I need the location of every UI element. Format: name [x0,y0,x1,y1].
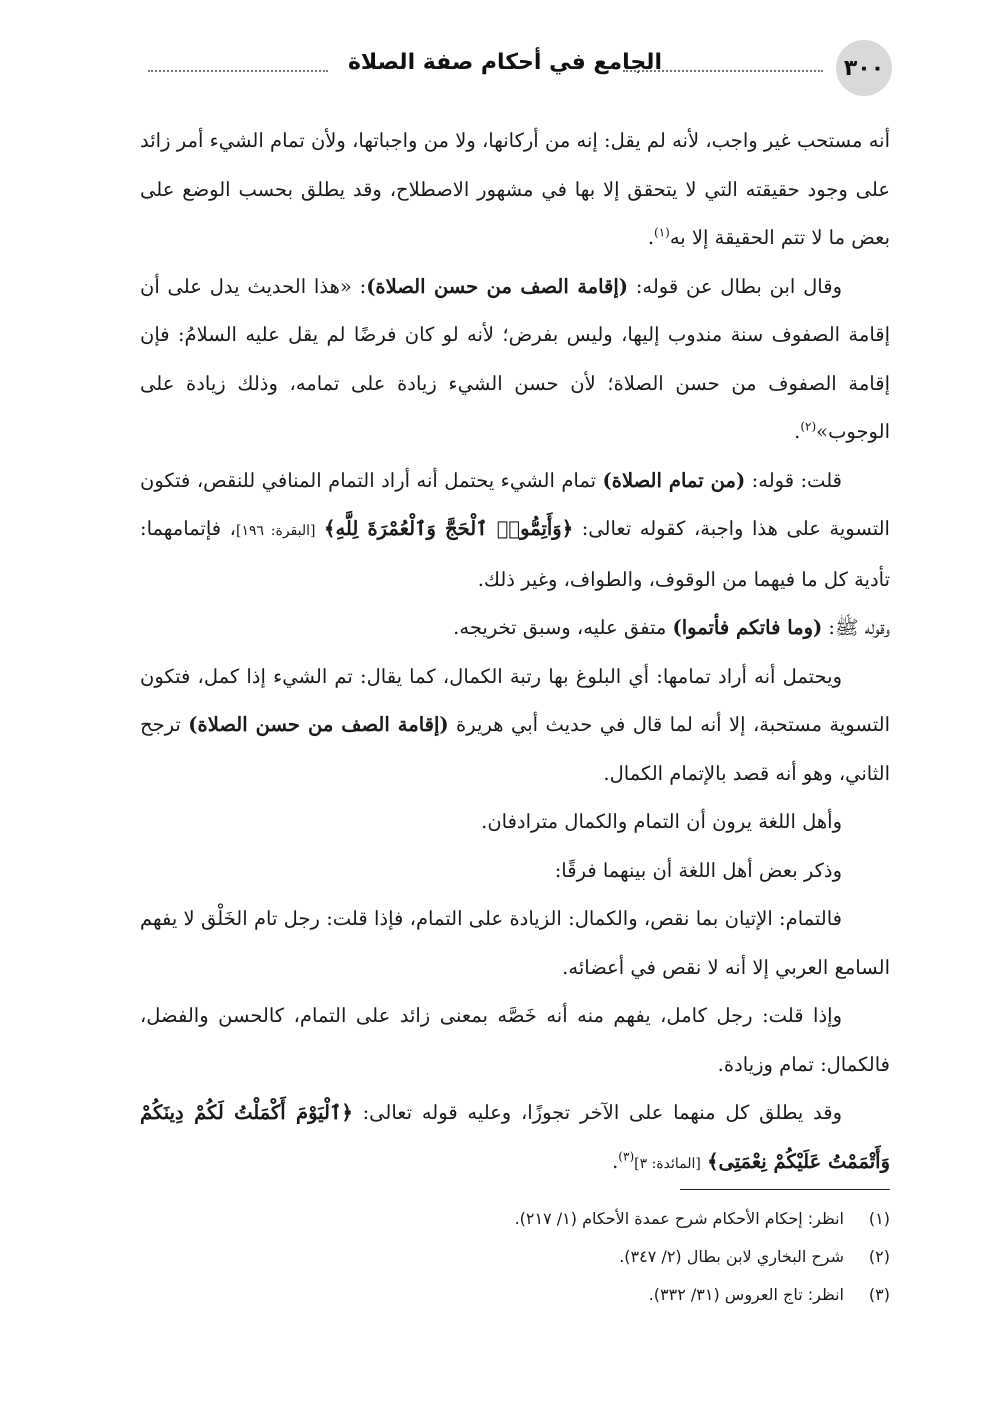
paragraph-8: فالتمام: الإتيان بما نقص، والكمال: الزيادة على التمام، فإذا قلت: رجل تام الخَلْق لا يفهم السامع العربي إلا أنه لا نقص في أعضائه. [140,907,890,979]
paragraph-2: وقال ابن بطال عن قوله: (إقامة الصف من حسن الصلاة): «هذا الحديث يدل على أن إقامة الصفوف سنة مندوب إليها، وليس بفرض؛ لأنه لو كان فرضًا لم يقل عليه السلامُ: فإن إقامة الصفوف من حسن الصلاة؛ لأن حسن الشيء زيادة على تمامه، وذلك زيادة على الوجوب»$^{(٢)}$. [140,274,890,443]
footnote [140,1200,890,1238]
footnote-text: انظر: تاج العروس (٣١/ ٣٣٢). [648,1285,844,1304]
bold-quote: (وما فاتكم فأتموا) [672,616,823,639]
paragraph-3: قلت: قوله: (من تمام الصلاة) تمام الشيء يحتمل أنه أراد التمام المنافي للنقص، فتكون التسوية على هذا واجبة، كقوله تعالى: ﴿وَأَتِمُّوا۟ ٱلْحَجَّ وَٱلْعُمْرَةَ لِلَّهِ﴾ [البقرة: ١٩٦]، فإتمامهما: تأدية كل ما فيهما من الوقوف، والطواف، وغير ذلك. [140,468,890,591]
verse-citation: [المائدة: ٣] [634,1155,701,1172]
footnote-text: انظر: إحكام الأحكام شرح عمدة الأحكام (١/ ٢١٧). [514,1209,844,1228]
footnotes [140,1200,890,1314]
footnote-ref-2[interactable]: (٢) [800,419,817,434]
verse-citation: [البقرة: ١٩٦] [235,523,316,539]
main-text [140,117,890,1188]
paragraph-6: وأهل اللغة يرون أن التمام والكمال مترادفان. [481,810,842,833]
paragraph-10: وقد يطلق كل منهما على الآخر تجوزًا، وعليه قوله تعالى: ﴿ٱلْيَوْمَ أَكْمَلْتُ لَكُمْ دِينَكُمْ وَأَتْمَمْتُ عَلَيْكُمْ نِعْمَتِى﴾ [المائدة: ٣]$^{(٣)}$. [140,1101,890,1173]
page-number: ٣٠٠ [836,40,892,96]
footnote-number: (٣) [868,1285,890,1304]
footnote [140,1276,890,1314]
paragraph-1: أنه مستحب غير واجب، لأنه لم يقل: إنه من أركانها، ولا من واجباتها، ولأن تمام الشيء أمر زائد على وجود حقيقته التي لا يتحقق إلا بها في مشهور الاصطلاح، وقد يطلق بحسب الوضع على بعض ما لا تتم الحقيقة إلا به$^{(١)}$. [140,129,890,249]
paragraph-1-text: أنه مستحب غير واجب، لأنه لم يقل: إنه من أركانها، ولا من واجباتها، ولأن تمام الشيء أمر زائد على وجود حقيقته التي لا يتحقق إلا بها في مشهور الاصطلاح، وقد يطلق بحسب الوضع على بعض ما لا تتم الحقيقة إلا به [140,129,890,249]
footnote-separator [680,1189,890,1190]
page-header [140,40,892,110]
footnote [140,1238,890,1276]
quran-verse: ﴿وَأَتِمُّوا۟ ٱلْحَجَّ وَٱلْعُمْرَةَ لِلَّهِ﴾ [324,517,574,540]
footnote-number: (١) [868,1209,890,1228]
quran-verse: ﴿ٱلْيَوْمَ أَكْمَلْتُ لَكُمْ دِينَكُمْ وَأَتْمَمْتُ عَلَيْكُمْ نِعْمَتِى﴾ [140,1101,890,1173]
paragraph-4: وقوله ﷺ: (وما فاتكم فأتموا) متفق عليه، وسبق تخريجه. [453,616,890,639]
footnote-ref-1[interactable]: (١) [654,225,670,240]
bold-quote: (إقامة الصف من حسن الصلاة) [366,274,628,298]
footnote-number: (٢) [868,1247,890,1266]
header-dotted-rule-left [148,70,328,72]
bold-quote: (إقامة الصف من حسن الصلاة) [188,713,449,736]
footnote-text: شرح البخاري لابن بطال (٢/ ٣٤٧). [619,1247,844,1266]
paragraph-5: ويحتمل أنه أراد تمامها: أي البلوغ بها رتبة الكمال، كما يقال: تم الشيء إذا كمل، فتكون التسوية مستحبة، إلا أنه لما قال في حديث أبي هريرة (إقامة الصف من حسن الصلاة) ترجح الثاني، وهو أنه قصد بالإتمام الكمال. [140,664,890,785]
bold-quote: (من تمام الصلاة) [602,468,746,492]
paragraph-9: وإذا قلت: رجل كامل، يفهم منه أنه خَصَّه بمعنى زائد على التمام، كالحسن والفضل، فالكمال: تمام وزيادة. [140,1004,890,1076]
running-title: الجامع في أحكام صفة الصلاة [347,50,662,75]
footnote-ref-3[interactable]: (٣) [618,1149,635,1163]
paragraph-7: وذكر بعض أهل اللغة أن بينهما فرقًا: [554,858,842,882]
